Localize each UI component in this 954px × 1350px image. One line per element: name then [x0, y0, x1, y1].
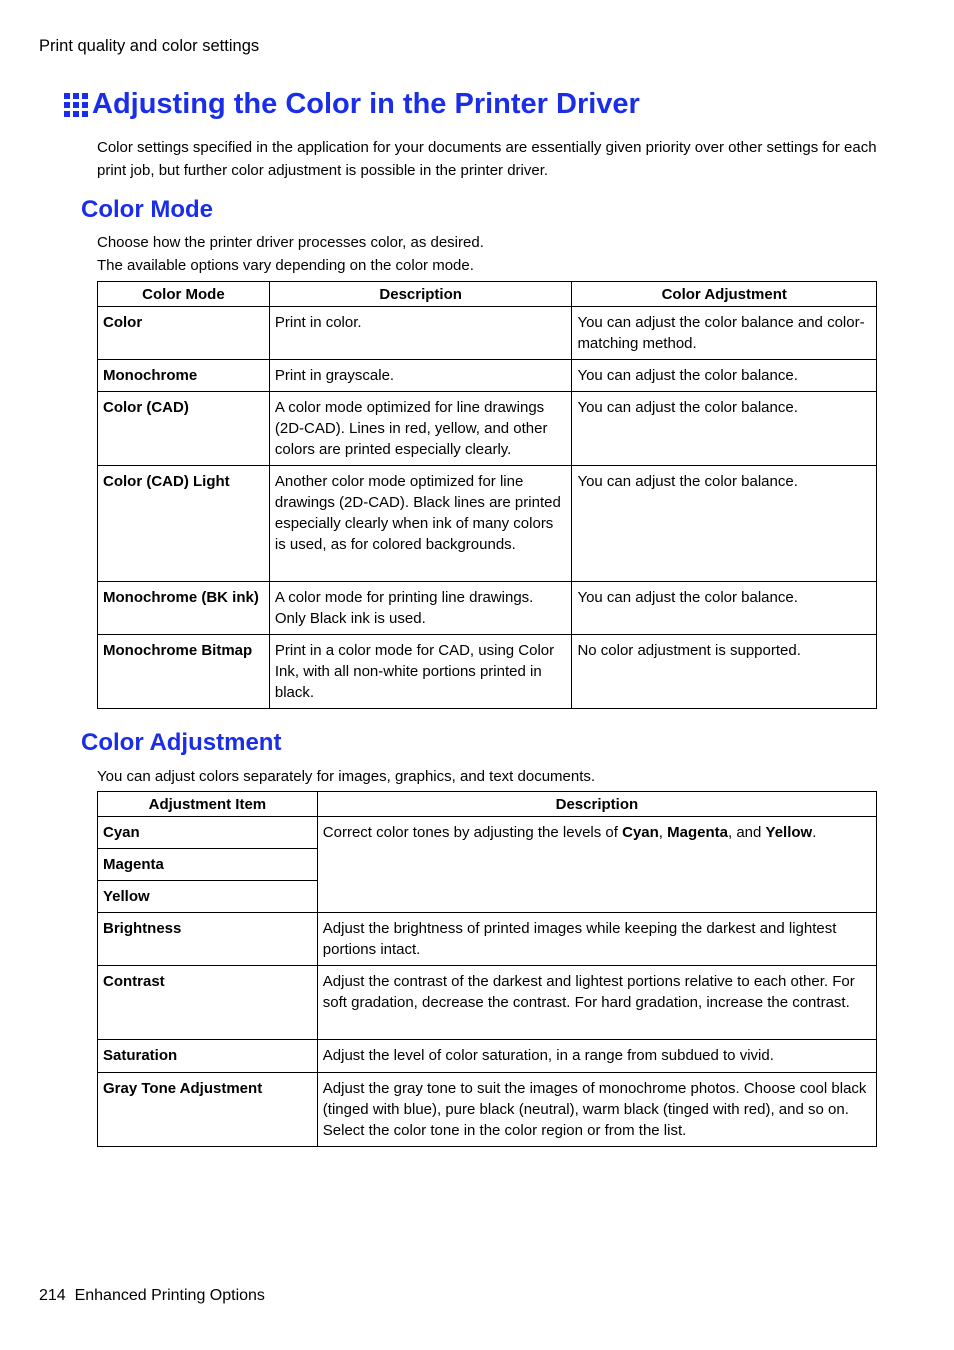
- table-header-row: [98, 282, 877, 307]
- color-mode-table: [97, 281, 877, 709]
- item-cell: Gray Tone Adjustment: [98, 1073, 318, 1147]
- table-row: [98, 913, 877, 966]
- column-header: Color Adjustment: [572, 282, 877, 307]
- color-mode-heading: Color Mode: [81, 196, 213, 223]
- color-adjustment-intro: You can adjust colors separately for images, graphics, and text documents.: [97, 768, 596, 785]
- adjustment-cell: You can adjust the color balance.: [572, 582, 877, 635]
- cmy-desc-suffix: .: [812, 824, 817, 841]
- cmy-desc-prefix: Correct color tones by adjusting the levels of: [322, 824, 623, 841]
- table-row: [98, 1040, 877, 1073]
- item-cell: Contrast: [98, 966, 318, 1040]
- item-cell: Cyan: [98, 817, 318, 849]
- cmy-desc-sep: , and: [727, 824, 766, 841]
- description-cell: Print in grayscale.: [269, 360, 572, 392]
- color-mode-para-2: The available options vary depending on the color mode.: [97, 256, 474, 274]
- table-row: [98, 466, 877, 582]
- description-cell: A color mode for printing line drawings. Only Black ink is used.: [269, 582, 572, 635]
- color-adjustment-table: [97, 791, 877, 1147]
- color-mode-intro: [97, 232, 484, 277]
- description-cell: Adjust the contrast of the darkest and lightest portions relative to each other. For soft gradation, decrease the contrast. For hard gradation, increase the contrast.: [317, 966, 876, 1040]
- page-title: [64, 88, 640, 121]
- table-row: [98, 392, 877, 466]
- description-cell: Another color mode optimized for line drawings (2D-CAD). Black lines are printed especially clearly when ink of many colors is used, as for colored backgrounds.: [269, 466, 572, 582]
- mode-cell: Color (CAD) Light: [98, 466, 270, 582]
- running-header: Print quality and color settings: [39, 37, 260, 55]
- adjustment-cell: No color adjustment is supported.: [572, 635, 877, 709]
- table-row: [98, 966, 877, 1040]
- table-row: [98, 817, 877, 849]
- intro-paragraph: Color settings specified in the application for your documents are essentially given priority over other settings for each print job, but further color adjustment is possible in the printer driver.: [97, 139, 877, 179]
- column-header: Description: [317, 792, 876, 817]
- item-cell: Yellow: [98, 881, 318, 913]
- description-cell: [317, 817, 876, 913]
- grid-icon: [64, 93, 88, 117]
- mode-cell: Color (CAD): [98, 392, 270, 466]
- cmy-desc-sep: ,: [658, 824, 668, 841]
- table-row: [98, 1073, 877, 1147]
- cmy-desc-magenta: Magenta: [667, 824, 728, 841]
- mode-cell: Color: [98, 307, 270, 360]
- description-cell: Print in color.: [269, 307, 572, 360]
- column-header: Color Mode: [98, 282, 270, 307]
- page-footer: 214 Enhanced Printing Options: [39, 1287, 265, 1304]
- description-cell: Adjust the gray tone to suit the images of monochrome photos. Choose cool black (tinged with blue), pure black (neutral), warm black (tinged with red), and so on. Select the color tone in the color region or from the list.: [317, 1073, 876, 1147]
- column-header: Description: [269, 282, 572, 307]
- description-cell: Adjust the level of color saturation, in a range from subdued to vivid.: [317, 1040, 876, 1073]
- adjustment-cell: You can adjust the color balance.: [572, 360, 877, 392]
- adjustment-cell: You can adjust the color balance and color-matching method.: [572, 307, 877, 360]
- color-mode-para-1: Choose how the printer driver processes color, as desired.: [97, 234, 484, 251]
- color-adjustment-heading: Color Adjustment: [81, 729, 282, 756]
- cmy-desc-yellow: Yellow: [765, 824, 813, 841]
- mode-cell: Monochrome: [98, 360, 270, 392]
- page-title-text: Adjusting the Color in the Printer Driver: [92, 88, 640, 120]
- description-cell: A color mode optimized for line drawings (2D-CAD). Lines in red, yellow, and other colors are printed especially clearly.: [269, 392, 572, 466]
- table-row: [98, 360, 877, 392]
- table-header-row: [98, 792, 877, 817]
- table-row: [98, 307, 877, 360]
- item-cell: Magenta: [98, 849, 318, 881]
- mode-cell: Monochrome (BK ink): [98, 582, 270, 635]
- adjustment-cell: You can adjust the color balance.: [572, 466, 877, 582]
- column-header: Adjustment Item: [98, 792, 318, 817]
- mode-cell: Monochrome Bitmap: [98, 635, 270, 709]
- item-cell: Saturation: [98, 1040, 318, 1073]
- description-cell: Print in a color mode for CAD, using Color Ink, with all non-white portions printed in black.: [269, 635, 572, 709]
- description-cell: Adjust the brightness of printed images while keeping the darkest and lightest portions intact.: [317, 913, 876, 966]
- table-row: [98, 582, 877, 635]
- item-cell: Brightness: [98, 913, 318, 966]
- adjustment-cell: You can adjust the color balance.: [572, 392, 877, 466]
- cmy-desc-cyan: Cyan: [622, 824, 659, 841]
- table-row: [98, 635, 877, 709]
